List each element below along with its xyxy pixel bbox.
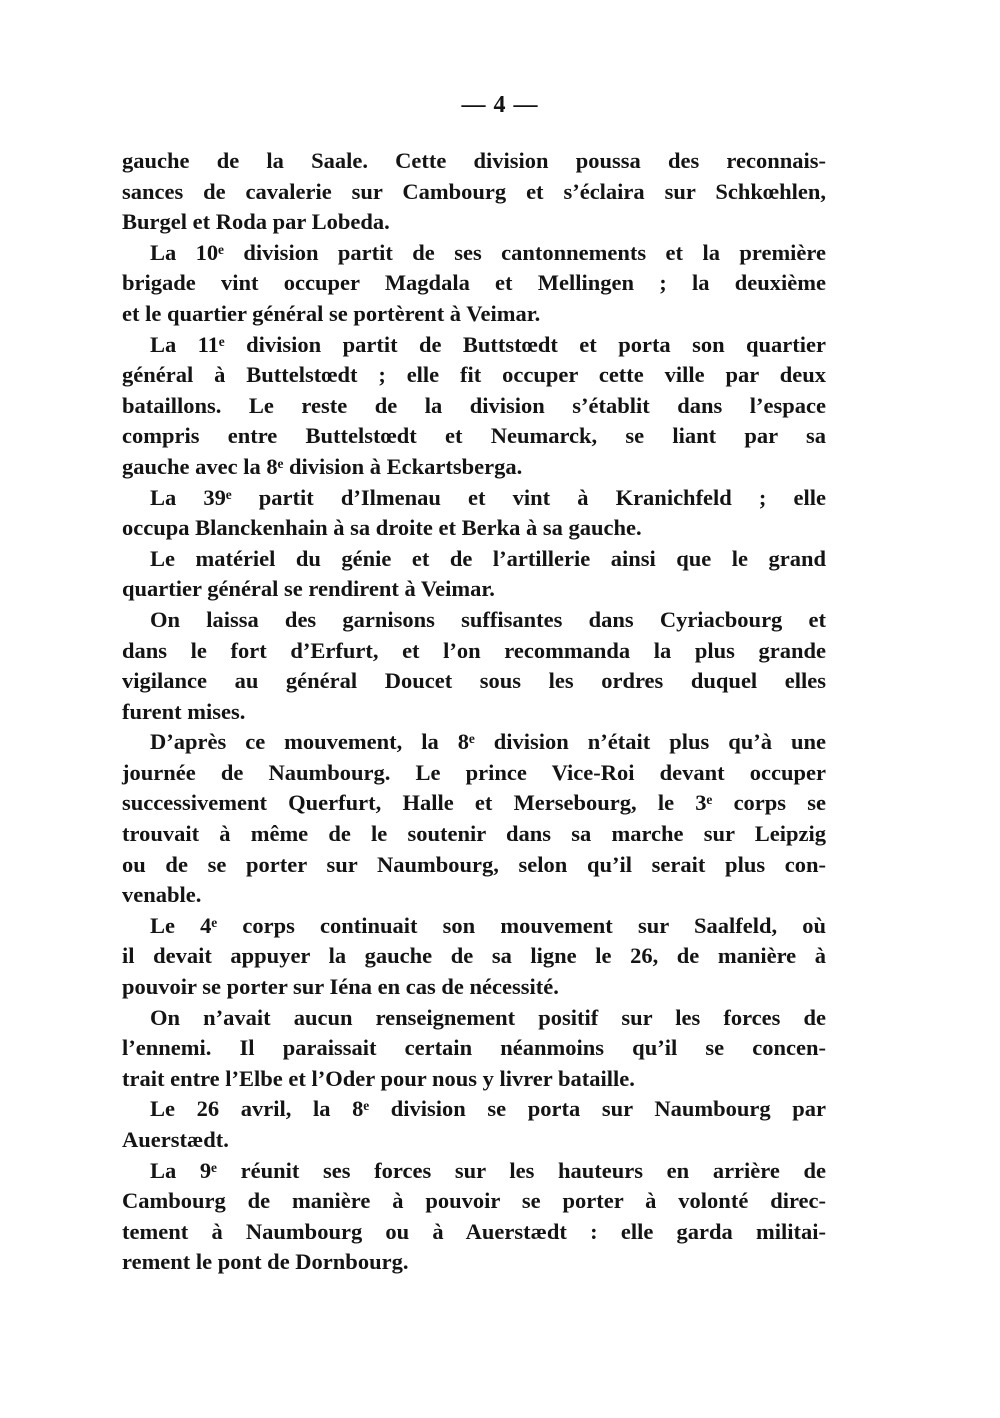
text-line: trouvait à même de le soutenir dans sa marche sur Leipzig bbox=[122, 821, 826, 847]
text-line: occupa Blanckenhain à sa droite et Berka à sa gauche. bbox=[122, 515, 642, 541]
text-line: venable. bbox=[122, 882, 202, 908]
text-line: gauche avec la 8ᵉ division à Eckartsberga. bbox=[122, 453, 523, 479]
text-line: journée de Naumbourg. Le prince Vice-Roi devant occuper bbox=[122, 759, 826, 785]
text-line: et le quartier général se portèrent à Veimar. bbox=[122, 300, 541, 326]
text-line: compris entre Buttelstœdt et Neumarck, se liant par sa bbox=[122, 423, 826, 449]
paragraph bbox=[122, 544, 826, 605]
text-line: pouvoir se porter sur Iéna en cas de nécessité. bbox=[122, 974, 559, 1000]
text-line: général à Buttelstœdt ; elle fit occuper cette ville par deux bbox=[122, 362, 826, 388]
text-line: dans le fort d’Erfurt, et l’on recommanda la plus grande bbox=[122, 637, 826, 663]
text-line: On n’avait aucun renseignement positif sur les forces de bbox=[150, 1004, 826, 1030]
text-line: vigilance au général Doucet sous les ordres duquel elles bbox=[122, 668, 826, 694]
text-line: successivement Querfurt, Halle et Mersebourg, le 3ᵉ corps se bbox=[122, 790, 826, 816]
text-line: Auerstædt. bbox=[122, 1127, 229, 1152]
text-line: bataillons. Le reste de la division s’établit dans l’espace bbox=[122, 392, 826, 418]
text-line: On laissa des garnisons suffisantes dans Cyriacbourg et bbox=[150, 606, 826, 632]
text-line: La 11ᵉ division partit de Buttstœdt et porta son quartier bbox=[150, 331, 826, 357]
text-line: rement le pont de Dornbourg. bbox=[122, 1249, 409, 1275]
paragraph bbox=[122, 1094, 826, 1155]
paragraph bbox=[122, 146, 826, 238]
text-line: La 10ᵉ division partit de ses cantonnements et la première bbox=[150, 239, 826, 265]
paragraph bbox=[122, 727, 826, 911]
text-line: sances de cavalerie sur Cambourg et s’éclaira sur Schkœhlen, bbox=[122, 178, 826, 204]
text-line: ou de se porter sur Naumbourg, selon qu’il serait plus con- bbox=[122, 851, 826, 877]
text-line: D’après ce mouvement, la 8ᵉ division n’était plus qu’à une bbox=[150, 729, 826, 755]
text-line: quartier général se rendirent à Veimar. bbox=[122, 576, 495, 602]
body-text bbox=[122, 146, 826, 1278]
paragraph bbox=[122, 330, 826, 483]
text-line: gauche de la Saale. Cette division poussa des reconnais- bbox=[122, 148, 826, 173]
text-line: La 39ᵉ partit d’Ilmenau et vint à Kranichfeld ; elle bbox=[150, 484, 826, 510]
text-line: brigade vint occuper Magdala et Mellingen ; la deuxième bbox=[122, 270, 826, 296]
page-number-header: — 4 — bbox=[461, 92, 539, 118]
text-line: Le 26 avril, la 8ᵉ division se porta sur Naumbourg par bbox=[150, 1096, 826, 1122]
text-line: Le 4ᵉ corps continuait son mouvement sur Saalfeld, où bbox=[150, 912, 826, 938]
text-line: trait entre l’Elbe et l’Oder pour nous y livrer bataille. bbox=[122, 1065, 635, 1091]
paragraph bbox=[122, 483, 826, 544]
paragraph bbox=[122, 911, 826, 1003]
text-line: l’ennemi. Il paraissait certain néanmoins qu’il se concen- bbox=[122, 1035, 826, 1061]
text-line: Burgel et Roda par Lobeda. bbox=[122, 209, 390, 235]
text-line: tement à Naumbourg ou à Auerstædt : elle garda militai- bbox=[122, 1218, 826, 1244]
paragraph bbox=[122, 238, 826, 330]
paragraph bbox=[122, 1156, 826, 1278]
text-line: Le matériel du génie et de l’artillerie ainsi que le grand bbox=[150, 545, 826, 571]
paragraph bbox=[122, 605, 826, 727]
text-line: il devait appuyer la gauche de sa ligne le 26, de manière à bbox=[122, 943, 826, 969]
paragraph bbox=[122, 1003, 826, 1095]
text-line: Cambourg de manière à pouvoir se porter à volonté direc- bbox=[122, 1188, 826, 1214]
text-line: furent mises. bbox=[122, 698, 246, 724]
text-line: La 9ᵉ réunit ses forces sur les hauteurs en arrière de bbox=[150, 1157, 826, 1183]
